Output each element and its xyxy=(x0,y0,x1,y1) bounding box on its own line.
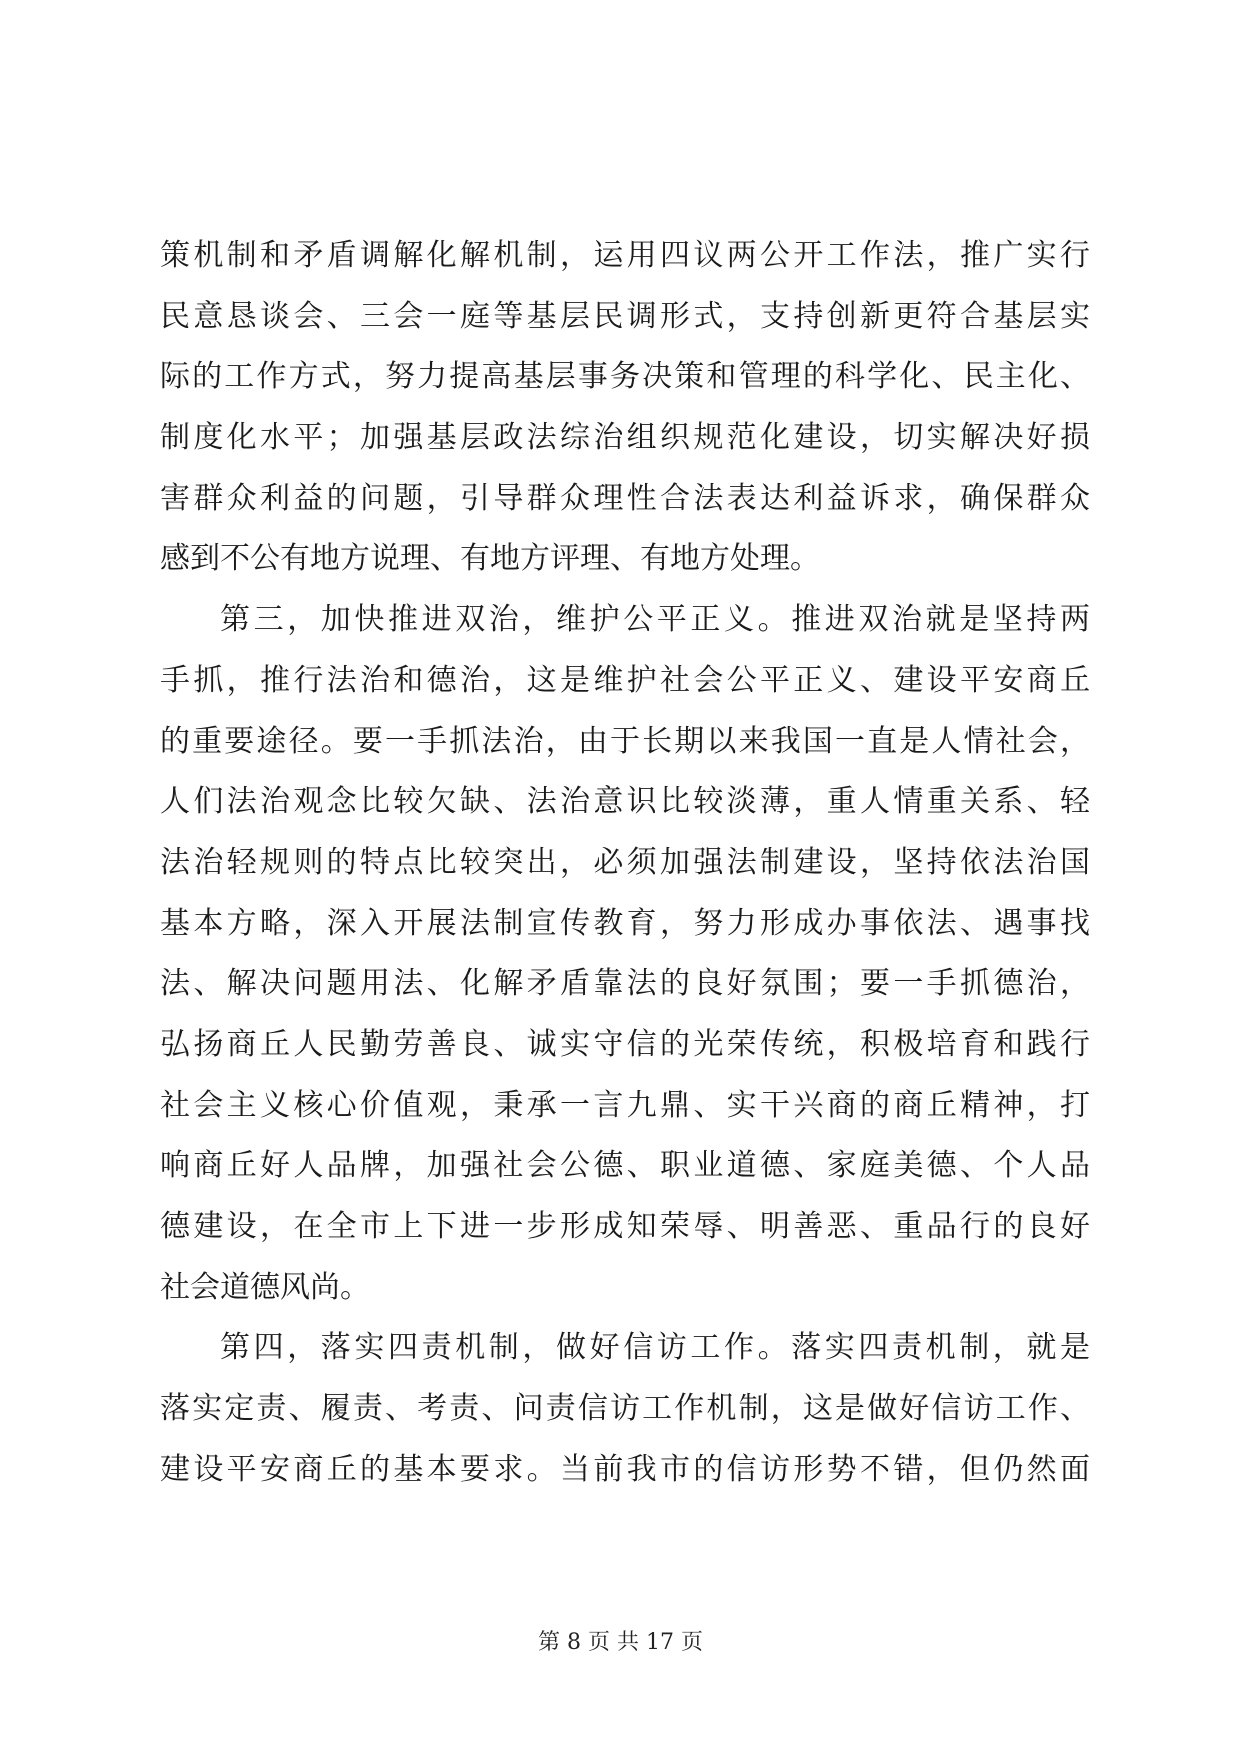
text-line: 际的工作方式，努力提高基层事务决策和管理的科学化、民主化、 xyxy=(160,359,1090,395)
text-line: 弘扬商丘人民勤劳善良、诚实守信的光荣传统，积极培育和践行 xyxy=(160,1026,1090,1062)
text-line: 手抓，推行法治和德治，这是维护社会公平正义、建设平安商丘 xyxy=(160,662,1090,698)
text-line: 建设平安商丘的基本要求。当前我市的信访形势不错，但仍然面 xyxy=(160,1451,1090,1487)
text-line: 基本方略，深入开展法制宣传教育，努力形成办事依法、遇事找 xyxy=(160,905,1090,941)
text-line: 害群众利益的问题，引导群众理性合法表达利益诉求，确保群众 xyxy=(160,480,1090,516)
text-line: 社会道德风尚。 xyxy=(160,1269,370,1305)
text-line: 制度化水平；加强基层政法综治组织规范化建设，切实解决好损 xyxy=(160,420,1090,456)
text-line: 感到不公有地方说理、有地方评理、有地方处理。 xyxy=(160,541,820,577)
text-line: 社会主义核心价值观，秉承一言九鼎、实干兴商的商丘精神，打 xyxy=(160,1087,1090,1123)
text-line: 人们法治观念比较欠缺、法治意识比较淡薄，重人情重关系、轻 xyxy=(160,784,1090,820)
text-line: 落实定责、履责、考责、问责信访工作机制，这是做好信访工作、 xyxy=(160,1391,1090,1427)
text-line: 响商丘好人品牌，加强社会公德、职业道德、家庭美德、个人品 xyxy=(160,1148,1090,1184)
text-line: 法治轻规则的特点比较突出，必须加强法制建设，坚持依法治国 xyxy=(160,844,1090,880)
text-line: 策机制和矛盾调解化解机制，运用四议两公开工作法，推广实行 xyxy=(160,238,1090,273)
text-line: 第三，加快推进双治，维护公平正义。推进双治就是坚持两 xyxy=(220,602,1090,638)
document-body xyxy=(160,226,1090,1500)
text-line: 第四，落实四责机制，做好信访工作。落实四责机制，就是 xyxy=(220,1330,1090,1366)
text-line: 德建设，在全市上下进一步形成知荣辱、明善恶、重品行的良好 xyxy=(160,1209,1090,1244)
text-line: 民意恳谈会、三会一庭等基层民调形式，支持创新更符合基层实 xyxy=(160,298,1090,334)
text-line: 法、解决问题用法、化解矛盾靠法的良好氛围；要一手抓德治， xyxy=(160,966,1090,1002)
page-footer: 第 8 页 共 17 页 xyxy=(538,1630,703,1655)
text-line: 的重要途径。要一手抓法治，由于长期以来我国一直是人情社会， xyxy=(160,723,1090,759)
